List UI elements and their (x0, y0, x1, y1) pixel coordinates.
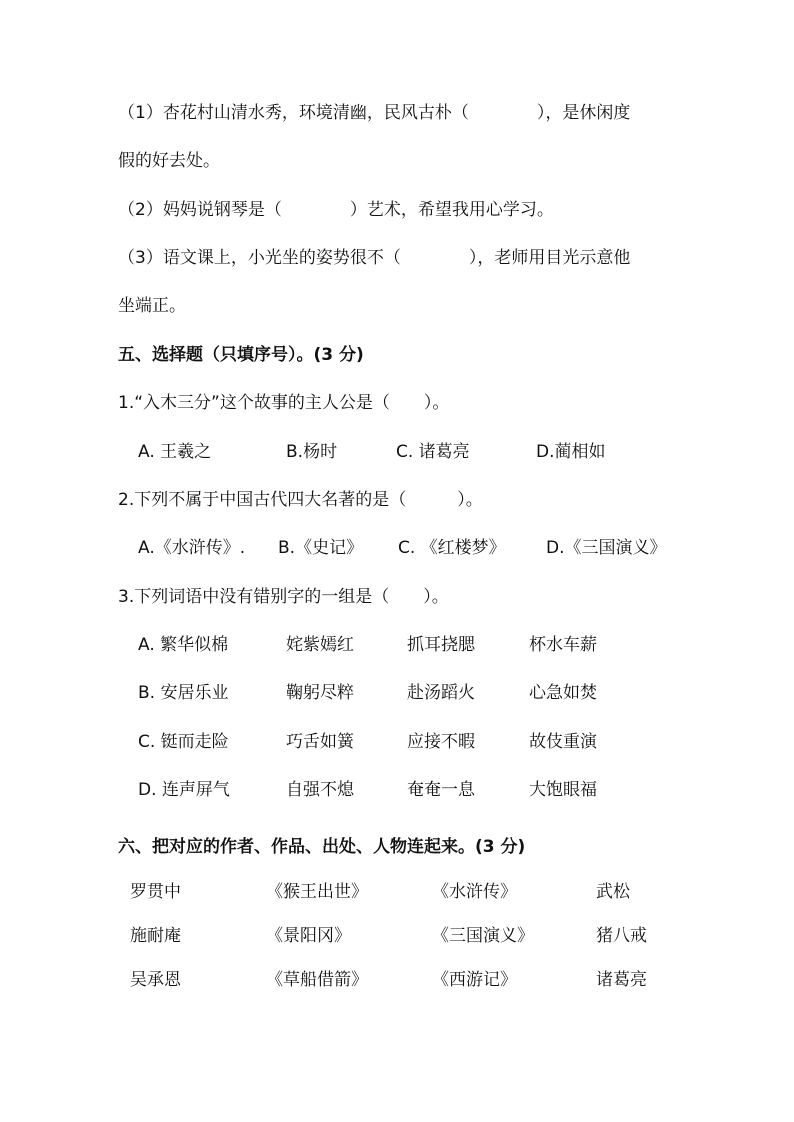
matching-row3-author: 吴承恩 (130, 970, 181, 990)
matching-row3-source: 《西游记》 (432, 970, 517, 990)
question-3-row-c-col3: 应接不暇 (407, 732, 475, 752)
matching-row2-source: 《三国演义》 (432, 926, 534, 946)
question-3-row-d-col1: D. 连声屏气 (138, 780, 230, 800)
question-3-row-a-col3: 抓耳挠腮 (407, 635, 475, 655)
matching-row2-character: 猪八戒 (596, 926, 647, 946)
question-3-row-b-col3: 赴汤蹈火 (407, 683, 475, 703)
question-2-stem: 2.下列不属于中国古代四大名著的是（ ）。 (118, 490, 483, 510)
fill-in-q1-line2: 假的好去处。 (118, 151, 220, 171)
fill-in-q3-line2: 坐端正。 (118, 296, 186, 316)
matching-row1-work: 《猴王出世》 (266, 882, 368, 902)
question-3-row-d-col4: 大饱眼福 (529, 780, 597, 800)
matching-row1-author: 罗贯中 (130, 882, 181, 902)
question-3-row-c-col4: 故伎重演 (529, 732, 597, 752)
question-3-row-a-col1: A. 繁华似棉 (138, 635, 229, 655)
question-1-option-b: B.杨时 (286, 442, 338, 462)
section5-heading: 五、选择题（只填序号）。(3 分) (118, 345, 364, 365)
question-3-row-b-col1: B. 安居乐业 (138, 683, 229, 703)
question-3-row-b-col2: 鞠躬尽粹 (286, 683, 354, 703)
fill-in-q2: （2）妈妈说钢琴是（ ）艺术，希望我用心学习。 (118, 200, 554, 220)
question-2-option-b: B.《史记》 (278, 538, 364, 558)
question-3-row-a-col2: 姹紫嫣红 (286, 635, 354, 655)
question-1-option-a: A. 王羲之 (138, 442, 212, 462)
question-1-option-c: C. 诸葛亮 (396, 442, 470, 462)
matching-row1-source: 《水浒传》 (432, 882, 517, 902)
matching-row1-character: 武松 (596, 882, 630, 902)
question-3-row-c-col2: 巧舌如簧 (286, 732, 354, 752)
question-3-stem: 3.下列词语中没有错别字的一组是（ ）。 (118, 587, 449, 607)
question-2-option-c: C. 《红楼梦》 (398, 538, 506, 558)
question-3-row-b-col4: 心急如焚 (529, 683, 597, 703)
section6-heading: 六、把对应的作者、作品、出处、人物连起来。(3 分) (118, 837, 526, 857)
question-1-stem: 1.“入木三分”这个故事的主人公是（ ）。 (118, 393, 450, 413)
fill-in-q3-line1: （3）语文课上，小光坐的姿势很不（ ），老师用目光示意他 (118, 248, 631, 268)
matching-row3-work: 《草船借箭》 (266, 970, 368, 990)
matching-row3-character: 诸葛亮 (596, 970, 647, 990)
question-3-row-d-col3: 奄奄一息 (407, 780, 475, 800)
question-3-row-c-col1: C. 铤而走险 (138, 732, 229, 752)
matching-row2-work: 《景阳冈》 (266, 926, 351, 946)
question-2-option-a: A.《水浒传》. (138, 538, 246, 558)
matching-row2-author: 施耐庵 (130, 926, 181, 946)
question-3-row-d-col2: 自强不熄 (286, 780, 354, 800)
question-2-option-d: D.《三国演义》 (546, 538, 667, 558)
fill-in-q1-line1: （1）杏花村山清水秀，环境清幽，民风古朴（ ），是休闲度 (118, 103, 631, 123)
question-3-row-a-col4: 杯水车薪 (529, 635, 597, 655)
question-1-option-d: D.蔺相如 (536, 442, 606, 462)
